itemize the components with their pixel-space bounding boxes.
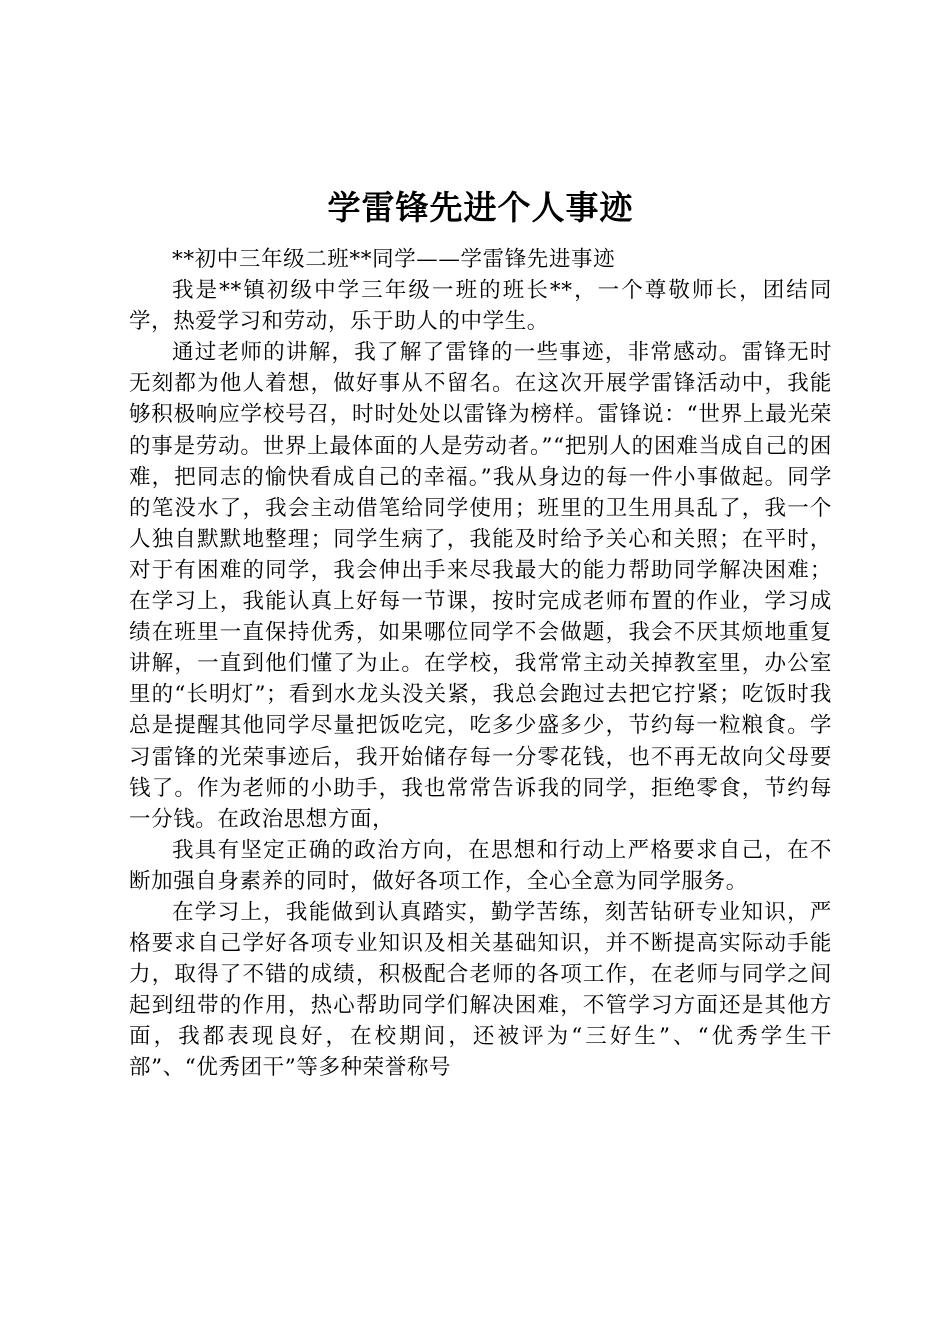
paragraph-intro: 我是**镇初级中学三年级一班的班长**，一个尊敬师长，团结同学，热爱学习和劳动，乐于助人的中学生。 xyxy=(129,278,832,335)
paragraph-political: 我具有坚定正确的政治方向，在思想和行动上严格要求自己，在不断加强自身素养的同时，做好各项工作，全心全意为同学服务。 xyxy=(129,837,832,894)
paragraph-study: 在学习上，我能做到认真踏实，勤学苦练，刻苦钻研专业知识，严格要求自己学好各项专业知识及相关基础知识，并不断提高实际动手能力，取得了不错的成绩，积极配合老师的各项工作，在老师与同学之间起到纽带的作用，热心帮助同学们解决困难，不管学习方面还是其他方面，我都表现良好，在校期间，还被评为“三好生”、“优秀学生干部”、“优秀团干”等多种荣誉称号 xyxy=(129,899,832,1081)
document-body xyxy=(129,186,832,1084)
paragraph-deeds: 通过老师的讲解，我了解了雷锋的一些事迹，非常感动。雷锋无时无刻都为他人着想，做好事从不留名。在这次开展学雷锋活动中，我能够积极响应学校号召，时时处处以雷锋为榜样。雷锋说：“世界上最光荣的事是劳动。世界上最体面的人是劳动者。”“把别人的困难当成自己的困难，把同志的愉快看成自己的幸福。”我从身边的每一件小事做起。同学的笔没水了，我会主动借笔给同学使用；班里的卫生用具乱了，我一个人独自默默地整理；同学生病了，我能及时给予关心和关照；在平时，对于有困难的同学，我会伸出手来尽我最大的能力帮助同学解决困难；在学习上，我能认真上好每一节课，按时完成老师布置的作业，学习成绩在班里一直保持优秀，如果哪位同学不会做题，我会不厌其烦地重复讲解，一直到他们懂了为止。在学校，我常常主动关掉教室里，办公室里的“长明灯”；看到水龙头没关紧，我总会跑过去把它拧紧；吃饭时我总是提醒其他同学尽量把饭吃完，吃多少盛多少，节约每一粒粮食。学习雷锋的光荣事迹后，我开始储存每一分零花钱，也不再无故向父母要钱了。作为老师的小助手，我也常常告诉我的同学，拒绝零食，节约每一分钱。在政治思想方面， xyxy=(129,340,832,832)
document-subtitle: **初中三年级二班**同学——学雷锋先进事迹 xyxy=(172,247,616,272)
document-title: 学雷锋先进个人事迹 xyxy=(327,188,634,227)
